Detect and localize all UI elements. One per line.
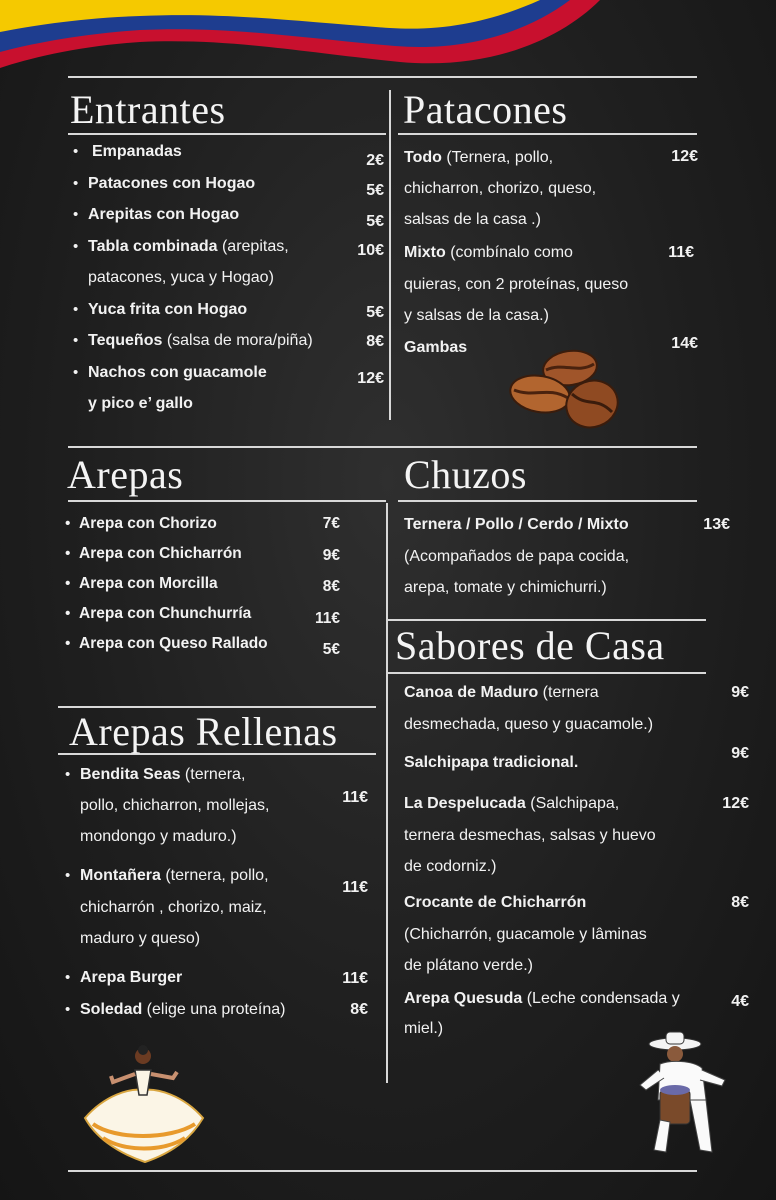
menu-item-price: 5€ (366, 182, 384, 199)
menu-item-desc: y salsas de la casa.) (404, 307, 549, 324)
middle-divider (68, 446, 697, 448)
menu-item-price: 5€ (322, 641, 340, 658)
menu-item-name: Mixto (combínalo como (404, 244, 573, 261)
menu-item-price: 8€ (731, 894, 749, 911)
bullet-icon: • (65, 867, 71, 884)
menu-item-price: 5€ (366, 304, 384, 321)
bullet-icon: • (65, 605, 71, 622)
menu-item-name: Montañera (ternera, pollo, (80, 867, 269, 884)
menu-item-price: 10€ (357, 242, 384, 259)
arepas-rellenas-heading: Arepas Rellenas (69, 709, 338, 754)
menu-item-desc: miel.) (404, 1020, 444, 1037)
bullet-icon: • (65, 1001, 71, 1018)
bullet-icon: • (73, 206, 79, 223)
menu-item-price: 9€ (731, 684, 749, 701)
menu-item-desc: salsas de la casa .) (404, 211, 541, 228)
menu-item-name: Todo (Ternera, pollo, (404, 149, 554, 166)
menu-item-desc: (Chicharrón, guacamole y lâminas (404, 926, 647, 943)
menu-item-desc: quieras, con 2 proteínas, queso (404, 276, 629, 293)
menu-item-price: 9€ (731, 745, 749, 762)
menu-item-price: 8€ (350, 1001, 368, 1018)
menu-item-desc: ternera desmechas, salsas y huevo (404, 827, 656, 844)
menu-item-name: Nachos con guacamole (88, 364, 267, 381)
menu-item-price: 4€ (731, 993, 749, 1010)
menu-item-price: 5€ (366, 213, 384, 230)
menu-item-price: 11€ (342, 789, 368, 806)
cumbia-dancer-icon (75, 1040, 210, 1170)
menu-item-name: Bendita Seas (ternera, (80, 766, 246, 783)
bullet-icon: • (65, 575, 71, 592)
menu-item-name: Crocante de Chicharrón (404, 894, 587, 911)
menu-item-name: Arepa Burger (80, 969, 183, 986)
middle-column-divider (386, 503, 388, 1083)
menu-item-desc: de codorniz.) (404, 858, 497, 875)
bullet-icon: • (73, 143, 79, 160)
bullet-icon: • (73, 332, 79, 349)
menu-item-desc: desmechada, queso y guacamole.) (404, 716, 654, 733)
top-divider (68, 76, 697, 78)
menu-item-name: Arepa con Morcilla (79, 575, 218, 592)
drummer-icon (630, 1030, 735, 1160)
menu-item-name: Salchipapa tradicional. (404, 754, 579, 771)
menu-item-name: Gambas (404, 339, 468, 356)
menu-item-desc: de plátano verde.) (404, 957, 533, 974)
entrantes-heading: Entrantes (70, 87, 226, 132)
menu-item-name: Soledad (elige una proteína) (80, 1001, 286, 1018)
arepas-underline (68, 500, 386, 502)
menu-item-desc: chicharron, chorizo, queso, (404, 180, 597, 197)
menu-item-name: La Despelucada (Salchipapa, (404, 795, 620, 812)
top-column-divider (389, 90, 391, 420)
menu-item-name: Arepitas con Hogao (88, 206, 240, 223)
menu-item-desc: arepa, tomate y chimichurri.) (404, 579, 607, 596)
bullet-icon: • (73, 301, 79, 318)
chuzos-underline (398, 500, 697, 502)
bottom-divider (68, 1170, 697, 1172)
menu-item-name: Arepa con Chicharrón (79, 545, 242, 562)
menu-item-name: Arepa Quesuda (Leche condensada y (404, 990, 680, 1007)
menu-item-desc: pollo, chicharron, mollejas, (80, 797, 270, 814)
menu-item-price: 2€ (366, 152, 384, 169)
chuzos-heading: Chuzos (404, 452, 527, 497)
menu-item-price: 11€ (314, 610, 340, 627)
sabores-heading: Sabores de Casa (395, 623, 665, 668)
menu-item-name: Arepa con Chorizo (79, 515, 217, 532)
menu-item-name: Arepa con Queso Rallado (79, 635, 268, 652)
menu-item-name: Canoa de Maduro (ternera (404, 684, 599, 701)
menu-item-price: 8€ (366, 333, 384, 350)
colombian-flag-ribbon (0, 0, 776, 80)
bullet-icon: • (73, 364, 79, 381)
menu-item-price: 12€ (357, 370, 384, 387)
menu-item-price: 14€ (671, 335, 698, 352)
sabores-top-line (388, 619, 706, 621)
menu-item-price: 13€ (703, 516, 730, 533)
bullet-icon: • (65, 635, 71, 652)
bullet-icon: • (73, 238, 79, 255)
menu-item-price: 12€ (671, 148, 698, 165)
menu-item-price: 8€ (322, 578, 340, 595)
bullet-icon: • (65, 515, 71, 532)
coffee-beans-icon (508, 346, 623, 434)
menu-item-name: Arepa con Chunchurría (79, 605, 252, 622)
menu-item-name: Patacones con Hogao (88, 175, 256, 192)
menu-item-desc: mondongo y maduro.) (80, 828, 237, 845)
bullet-icon: • (65, 766, 71, 783)
menu-item-name: Ternera / Pollo / Cerdo / Mixto (404, 516, 629, 533)
sabores-underline (388, 672, 706, 674)
entrantes-underline (68, 133, 386, 135)
menu-item-price: 7€ (322, 515, 340, 532)
menu-item-price: 11€ (668, 244, 694, 261)
bullet-icon: • (65, 969, 71, 986)
menu-item-price: 12€ (722, 795, 749, 812)
patacones-underline (398, 133, 697, 135)
arepas-heading: Arepas (67, 452, 184, 497)
menu-item-desc: maduro y queso) (80, 930, 201, 947)
bullet-icon: • (65, 545, 71, 562)
bullet-icon: • (73, 175, 79, 192)
menu-item-name: Yuca frita con Hogao (88, 301, 248, 318)
menu-item-desc: (Acompañados de papa cocida, (404, 548, 630, 565)
menu-item-price: 9€ (322, 547, 340, 564)
menu-item-name: Empanadas (92, 143, 182, 160)
menu-item-desc: patacones, yuca y Hogao) (88, 269, 274, 286)
menu-item-price: 11€ (342, 879, 368, 896)
menu-item-price: 11€ (342, 970, 368, 987)
menu-item-desc: y pico e’ gallo (88, 395, 193, 412)
menu-item-name: Tabla combinada (arepitas, (88, 238, 289, 255)
menu-item-name: Tequeños (salsa de mora/piña) (88, 332, 313, 349)
menu-item-desc: chicharrón , chorizo, maiz, (80, 899, 267, 916)
patacones-heading: Patacones (403, 87, 568, 132)
